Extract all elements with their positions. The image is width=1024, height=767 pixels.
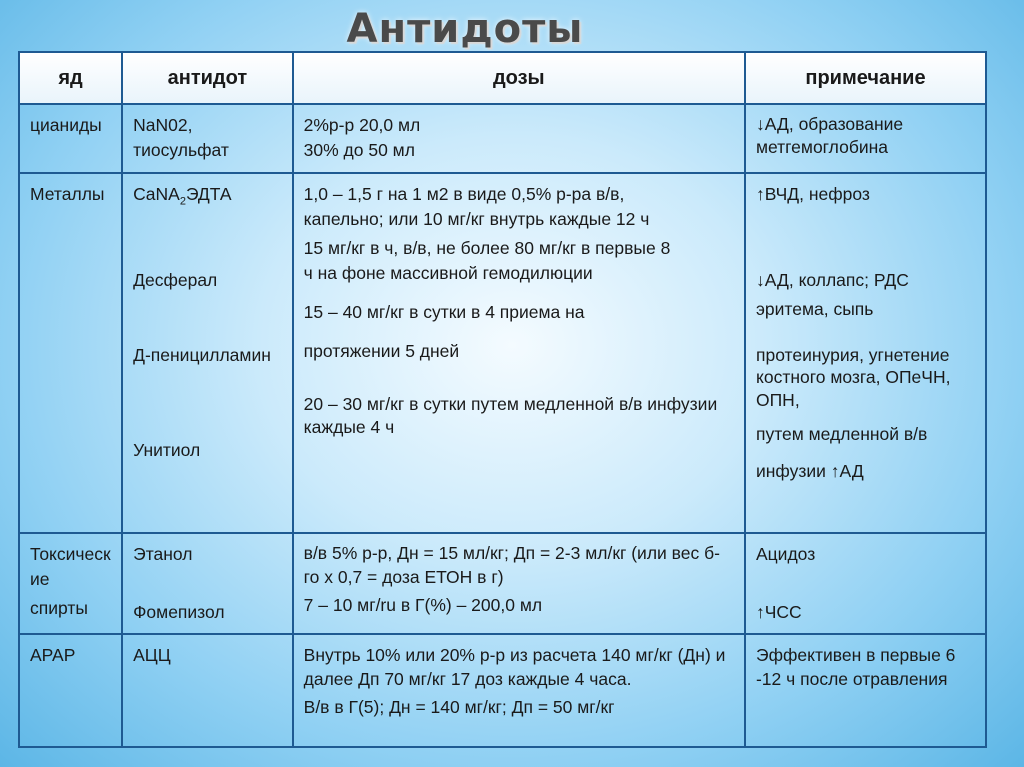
poison-name: цианиды bbox=[30, 115, 102, 135]
antidote-part: ЭДТА bbox=[185, 184, 232, 204]
dose-text: В/в в Г(5); Дн = 140 мг/кг; Дп = 50 мг/кг bbox=[303, 696, 615, 717]
table-header-row bbox=[19, 52, 986, 104]
dose-text: протяжении 5 дней bbox=[303, 341, 460, 362]
cell-poison bbox=[19, 173, 122, 533]
cell-note bbox=[745, 173, 986, 533]
dose-text: 15 – 40 мг/кг в сутки в 4 приема на bbox=[303, 302, 585, 323]
dose-text: 20 – 30 мг/кг в сутки путем медленной в/в инфузии каждые 4 ч bbox=[303, 394, 718, 438]
antidote-name: NaN02, bbox=[133, 115, 193, 135]
slide-title: Антидоты bbox=[346, 6, 584, 52]
cell-poison bbox=[19, 104, 122, 173]
cell-dose bbox=[293, 104, 745, 173]
note-text: ↓АД, коллапс; РДС bbox=[755, 269, 909, 290]
antidotes-table bbox=[18, 51, 987, 748]
antidote-name: Фомепизол bbox=[133, 601, 225, 622]
poison-name: Токсическ bbox=[30, 544, 111, 564]
cell-note bbox=[745, 104, 986, 173]
dose-text: ч на фоне массивной гемодилюции bbox=[303, 262, 593, 283]
cell-note bbox=[745, 634, 986, 747]
note-text: ↓АД, образование метгемоглобина bbox=[755, 114, 904, 157]
cell-dose bbox=[293, 533, 745, 634]
antidote-subscript: 2 bbox=[179, 195, 186, 208]
table-row bbox=[19, 533, 986, 634]
antidote-name: Д-пеницилламин bbox=[133, 344, 271, 365]
antidote-part: CaNA bbox=[133, 184, 180, 204]
note-text: ↑ЧСС bbox=[755, 601, 802, 622]
antidote-name: тиосульфат bbox=[133, 139, 229, 160]
dose-text: 1,0 – 1,5 г на 1 м2 в виде 0,5% р-ра в/в, bbox=[303, 184, 625, 204]
cell-poison bbox=[19, 634, 122, 747]
antidote-name bbox=[133, 182, 282, 207]
cell-antidote bbox=[122, 634, 293, 747]
poison-name: ие bbox=[30, 568, 50, 589]
note-text: Ацидоз bbox=[755, 544, 816, 564]
antidote-name: АЦЦ bbox=[133, 644, 171, 665]
cell-antidote bbox=[122, 533, 293, 634]
poison-name: спирты bbox=[30, 597, 88, 618]
note-text: путем медленной в/в bbox=[755, 423, 928, 444]
dose-text: Внутрь 10% или 20% р-р из расчета 140 мг/кг (Дн) и далее Дп 70 мг/кг 17 доз каждые 4 часа. bbox=[303, 644, 726, 689]
antidote-name: Десферал bbox=[133, 269, 218, 290]
dose-text: 15 мг/кг в ч, в/в, не более 80 мг/кг в первые 8 bbox=[303, 237, 671, 258]
header-poison: яд bbox=[19, 52, 122, 104]
poison-name: Металлы bbox=[30, 184, 105, 204]
dose-text: 30% до 50 мл bbox=[303, 139, 415, 160]
note-text: инфузии ↑АД bbox=[755, 460, 864, 481]
dose-text: 2%р-р 20,0 мл bbox=[303, 115, 421, 135]
antidote-name: Унитиол bbox=[133, 439, 201, 460]
poison-name: APAP bbox=[30, 644, 76, 665]
cell-dose bbox=[293, 173, 745, 533]
dose-text: 7 – 10 мг/ru в Г(%) – 200,0 мл bbox=[303, 595, 543, 616]
cell-antidote bbox=[122, 104, 293, 173]
note-text: Эффективен в первые 6 -12 ч после отравления bbox=[755, 644, 956, 689]
header-notes: примечание bbox=[745, 52, 986, 104]
table-row bbox=[19, 173, 986, 533]
dose-text: капельно; или 10 мг/кг внутрь каждые 12 ч bbox=[303, 208, 650, 229]
note-text: ↑ВЧД, нефроз bbox=[755, 184, 870, 204]
dose-text: в/в 5% р-р, Дн = 15 мл/кг; Дп = 2-3 мл/кг (или вес б-го х 0,7 = доза ЕТОН в г) bbox=[303, 543, 720, 587]
header-doses: дозы bbox=[293, 52, 745, 104]
note-text: протеинурия, угнетение костного мозга, ОПеЧН, ОПН, bbox=[755, 344, 951, 411]
antidote-name: Этанол bbox=[133, 544, 193, 564]
table-row bbox=[19, 634, 986, 747]
cell-poison bbox=[19, 533, 122, 634]
table-row bbox=[19, 104, 986, 173]
cell-antidote bbox=[122, 173, 293, 533]
cell-dose bbox=[293, 634, 745, 747]
note-text: эритема, сыпь bbox=[755, 298, 874, 319]
header-antidote: антидот bbox=[122, 52, 293, 104]
cell-note bbox=[745, 533, 986, 634]
